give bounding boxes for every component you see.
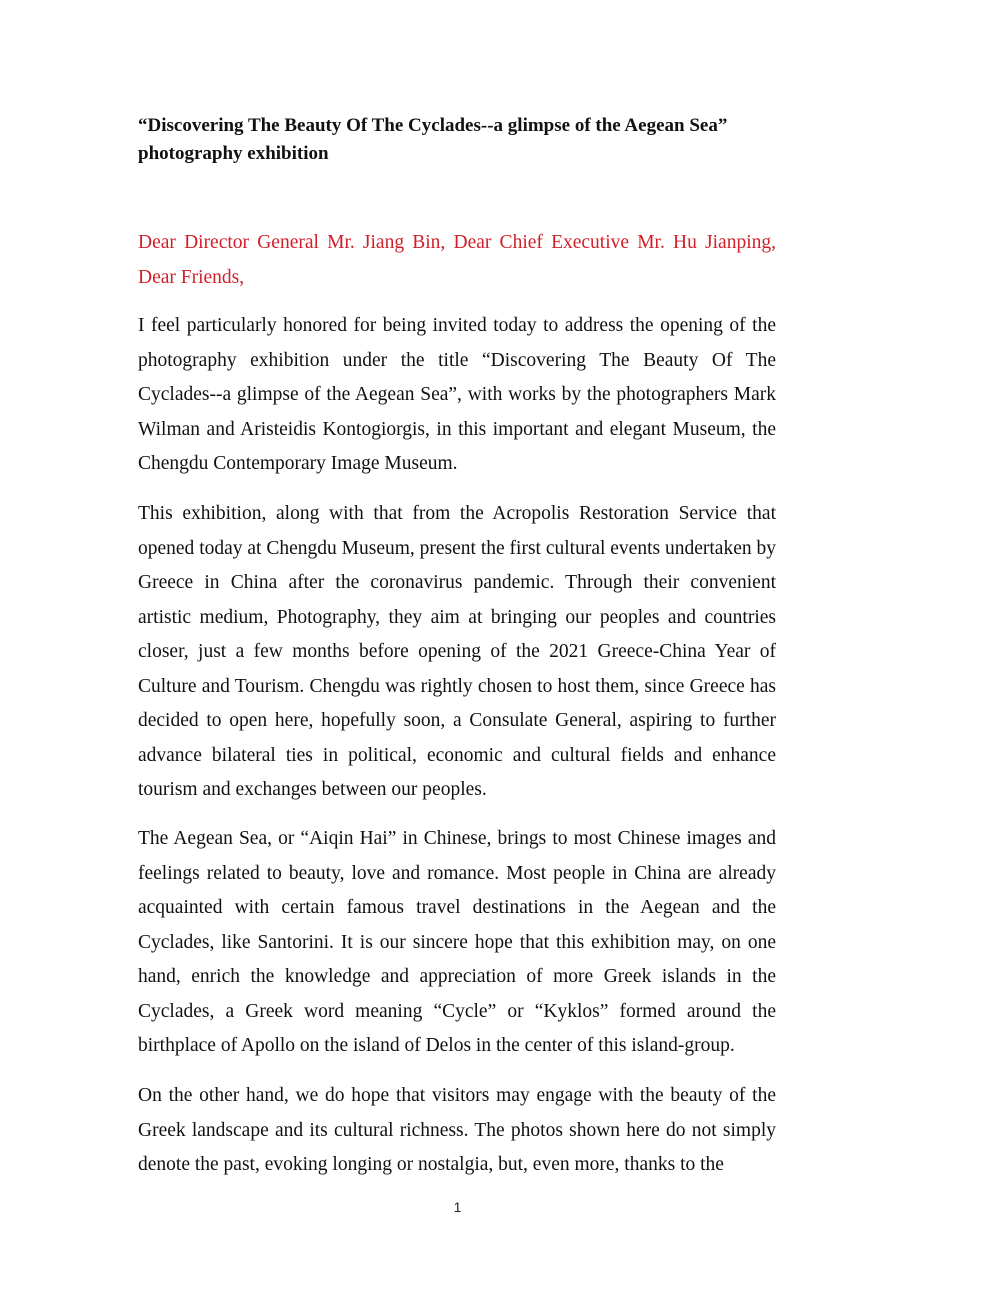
paragraph-4: On the other hand, we do hope that visitors may engage with the beauty of the Greek landscape and its cultural richness. The photos shown here do not simply denote the past, evoking longing or nostalgia, but, even more, thanks to the (138, 1085, 776, 1175)
paragraph-1: I feel particularly honored for being invited today to address the opening of the photography exhibition under the title “Discovering The Beauty Of The Cyclades--a glimpse of the Aegean Sea”, with works by the photographers Mark Wilman and Aristeidis Kontogiorgis, in this important and elegant Museum, the Chengdu Contemporary Image Museum. (138, 315, 776, 474)
salutation: Dear Director General Mr. Jiang Bin, Dear Chief Executive Mr. Hu Jianping, Dear Friends, (138, 232, 776, 288)
paragraph-2: This exhibition, along with that from the Acropolis Restoration Service that opened today at Chengdu Museum, present the first cultural events undertaken by Greece in China after the coronavirus pandemic. Through their convenient artistic medium, Photography, they aim at bringing our peoples and countries closer, just a few months before opening of the 2021 Greece-China Year of Culture and Tourism. Chengdu was rightly chosen to host them, since Greece has decided to open here, hopefully soon, a Consulate General, aspiring to further advance bilateral ties in political, economic and cultural fields and enhance tourism and exchanges between our peoples. (138, 503, 776, 800)
document-title: “Discovering The Beauty Of The Cyclades--a glimpse of the Aegean Sea” photography exhibition (138, 115, 728, 164)
paragraph-3: The Aegean Sea, or “Aiqin Hai” in Chinese, brings to most Chinese images and feelings related to beauty, love and romance. Most people in China are already acquainted with certain famous travel destinations in the Aegean and the Cyclades, like Santorini. It is our sincere hope that this exhibition may, on one hand, enrich the knowledge and appreciation of more Greek islands in the Cyclades, a Greek word meaning “Cycle” or “Kyklos” formed around the birthplace of Apollo on the island of Delos in the center of this island-group. (138, 828, 776, 1056)
page-number: 1 (453, 1199, 462, 1215)
